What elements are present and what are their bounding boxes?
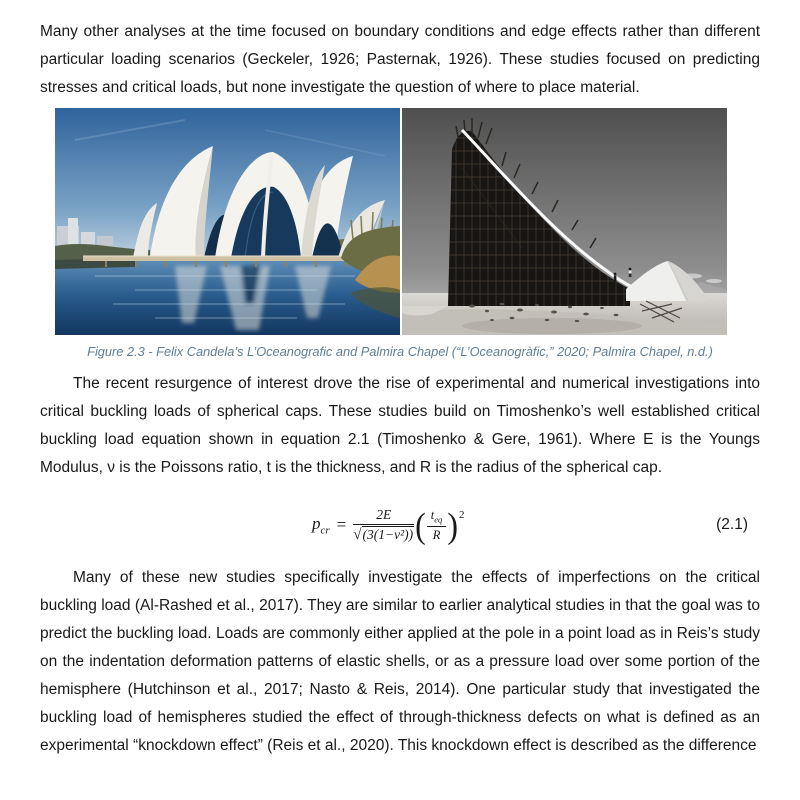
figure-2-3 [40, 108, 760, 360]
thickness-term: $t_{eq}$ [427, 508, 447, 527]
close-paren: ) [447, 504, 458, 546]
palmira-chapel-illustration [402, 108, 727, 335]
radius-term: R [432, 527, 441, 542]
open-paren: ( [415, 504, 426, 546]
equation-2-1 [40, 496, 760, 554]
equation-lhs: $p_{cr}$ [312, 513, 330, 537]
loceanografic-photo [55, 108, 400, 335]
equation-formula [312, 504, 465, 546]
figure-caption: Figure 2.3 - Felix Candela’s L’Oceanografic and Palmira Chapel (“L’Oceanogràfic,” 2020; Palmira Chapel, n.d.) [87, 344, 713, 359]
thickness-radius-fraction [427, 508, 447, 543]
radical-sign: √ [353, 526, 362, 543]
equals-sign: = [336, 514, 347, 534]
loceanografic-illustration [55, 108, 400, 335]
equation-number: (2.1) [716, 516, 748, 533]
figure-photo-row [55, 108, 727, 335]
palmira-chapel-photo [402, 108, 727, 335]
exponent: 2 [458, 509, 465, 522]
fraction-numerator: 2E [353, 507, 414, 525]
main-fraction [353, 507, 414, 543]
body-paragraph-2: The recent resurgence of interest drove the rise of experimental and numerical investigations into critical buckling loads of spherical caps. These studies build on Timoshenko’s well established critical buckling load equation shown in equation 2.1 (Timoshenko & Gere, 1961). Where E is the Youngs Modulus, ν is the Poissons ratio, t is the thickness, and R is the radius of the spherical cap. [40, 375, 760, 476]
radicand: (3(1−ν²)) [362, 526, 414, 542]
body-paragraph-3: Many of these new studies specifically investigate the effects of imperfections on the critical buckling load (Al-Rashed et al., 2017). They are similar to earlier analytical studies in that the goal was to predict the buckling load. Loads are commonly either applied at the pole in a point load as in Reis’s study on the indentation deformation patterns of elastic shells, or as a pressure load over some portion of the hemisphere (Hutchinson et al., 2017; Nasto & Reis, 2014). One particular study that investigated the buckling load of hemispheres studied the effect of through-thickness defects on what is defined as an experimental “knockdown effect” (Reis et al., 2020). This knockdown effect is described as the difference [40, 569, 760, 754]
fraction-denominator [353, 525, 414, 543]
body-paragraph-1: Many other analyses at the time focused on boundary conditions and edge effects rather than different particular loading scenarios (Geckeler, 1926; Pasternak, 1926). These studies focused on predicting stresses and critical loads, but none investigate the question of where to place material. [40, 23, 760, 96]
